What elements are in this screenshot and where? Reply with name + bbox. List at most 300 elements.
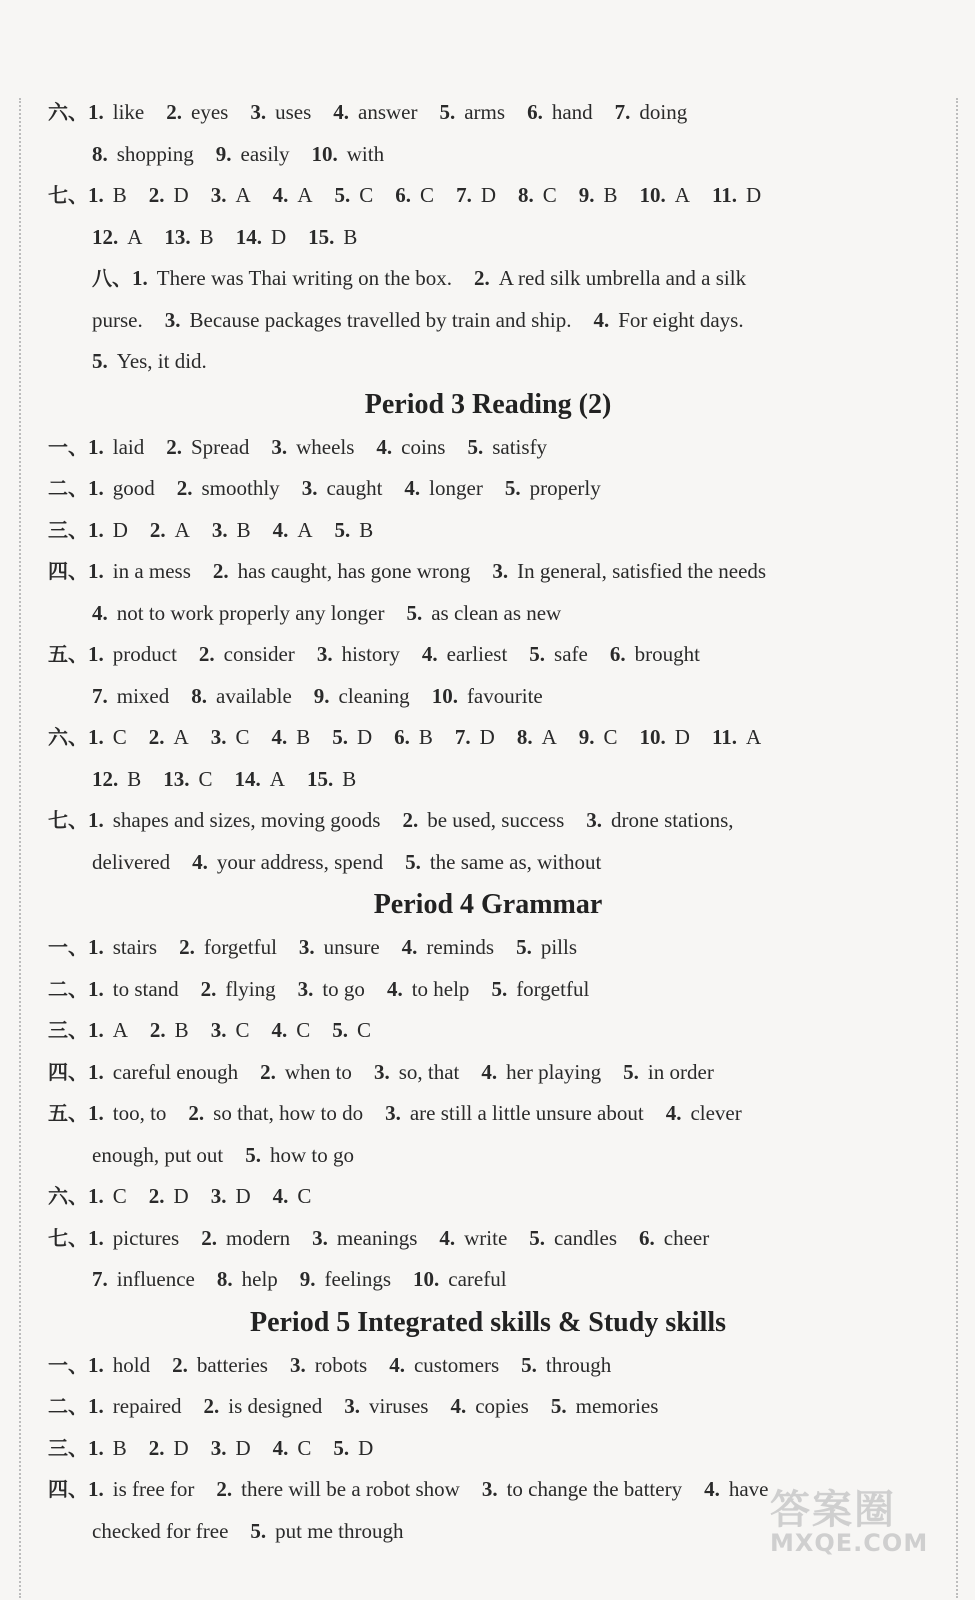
answer-item <box>92 308 143 332</box>
item-number: 3. <box>297 976 314 1001</box>
item-number: 2. <box>198 642 215 666</box>
answer-line <box>48 1218 928 1260</box>
answer-item <box>405 850 601 874</box>
answer-item <box>211 725 250 749</box>
answer-text: longer <box>429 476 483 500</box>
item-number: 1. <box>88 642 104 666</box>
answer-item <box>406 601 561 625</box>
answer-text: batteries <box>196 1352 268 1377</box>
answer-item <box>166 100 228 124</box>
answer-item <box>88 642 177 666</box>
answer-item <box>213 559 470 583</box>
answer-text: mixed <box>116 683 170 708</box>
answer-item <box>92 142 194 166</box>
section-heading: Period 5 Integrated skills & Study skills <box>249 1306 727 1338</box>
answer-item <box>92 225 142 249</box>
item-number: 7. <box>92 1267 108 1291</box>
answer-text: customers <box>413 1352 500 1377</box>
exercise-marker: 四、 <box>48 1059 88 1084</box>
answer-text: how to go <box>270 1142 354 1167</box>
watermark-logo-text: 答案圈 <box>770 1487 896 1533</box>
answer-text: pills <box>540 935 578 959</box>
section-heading: Period 4 Grammar <box>373 889 603 920</box>
watermark <box>770 1478 928 1557</box>
answer-text: B <box>342 766 357 791</box>
answer-text: C <box>198 766 213 791</box>
item-number: 2. <box>148 1435 165 1460</box>
answer-text: A <box>746 725 762 749</box>
item-number: 1. <box>88 1352 104 1377</box>
answer-item <box>92 850 170 874</box>
item-number: 1. <box>88 976 104 1001</box>
item-number: 4. <box>376 434 393 459</box>
answer-line <box>48 593 928 635</box>
answer-item <box>666 1101 742 1125</box>
item-number: 1. <box>88 559 104 583</box>
answer-item <box>402 808 564 832</box>
item-number: 11. <box>711 725 738 749</box>
exercise-marker: 七、 <box>48 1225 88 1250</box>
answer-text: favourite <box>466 683 543 708</box>
answer-text: reminds <box>426 935 495 959</box>
item-number: 7. <box>614 100 631 124</box>
answer-line <box>48 300 928 342</box>
answer-item <box>450 1394 528 1418</box>
answer-item <box>586 808 733 832</box>
answer-item <box>712 183 761 207</box>
answer-item <box>579 725 618 749</box>
answer-text: checked for free <box>92 1518 229 1543</box>
answer-text: forgetful <box>203 935 277 959</box>
answer-text: her playing <box>506 1059 602 1084</box>
answer-item <box>394 725 433 749</box>
answer-item <box>395 183 434 207</box>
answer-item <box>211 1184 251 1208</box>
answer-text: consider <box>223 642 295 666</box>
item-number: 5. <box>92 349 108 373</box>
item-number: 5. <box>550 1394 567 1418</box>
answer-item <box>518 183 557 207</box>
answer-item <box>271 435 354 459</box>
answer-item <box>308 225 357 249</box>
item-number: 1. <box>88 1435 104 1460</box>
answer-item <box>88 1018 128 1042</box>
answer-text: to stand <box>112 976 179 1001</box>
answer-item <box>165 308 572 332</box>
item-number: 4. <box>271 725 288 749</box>
exercise-marker: 八、 <box>92 266 132 290</box>
answer-item <box>92 1143 223 1167</box>
answer-item <box>149 1184 189 1208</box>
item-number: 1. <box>88 1101 104 1125</box>
answer-text: shopping <box>116 141 194 166</box>
item-number: 4. <box>704 1477 720 1501</box>
answer-item <box>88 977 179 1001</box>
item-number: 5. <box>491 976 508 1001</box>
answer-text: history <box>341 642 400 666</box>
item-number: 4. <box>481 1059 498 1084</box>
answer-text: memories <box>575 1394 659 1418</box>
answer-item <box>610 642 700 666</box>
answer-item <box>312 1226 417 1250</box>
item-number: 12. <box>92 224 119 249</box>
item-number: 10. <box>639 725 666 749</box>
answer-item <box>88 183 127 207</box>
answer-text: C <box>297 1184 312 1208</box>
answer-item <box>312 142 385 166</box>
answer-item <box>639 1226 709 1250</box>
item-number: 5. <box>467 434 484 459</box>
item-number: 4. <box>401 935 418 959</box>
answer-text: A <box>127 224 143 249</box>
item-number: 1. <box>88 434 104 459</box>
answer-item <box>217 1267 278 1291</box>
item-number: 3. <box>373 1059 390 1084</box>
item-number: 1. <box>88 808 104 832</box>
item-number: 6. <box>394 725 410 749</box>
item-number: 3. <box>210 1018 227 1042</box>
item-number: 3. <box>211 517 228 542</box>
answer-item <box>250 1519 403 1543</box>
item-number: 1. <box>88 517 104 542</box>
item-number: 2. <box>148 725 165 749</box>
answer-item <box>307 767 356 791</box>
answer-text: C <box>603 725 618 749</box>
answer-item <box>481 1060 601 1084</box>
item-number: 7. <box>92 683 108 708</box>
answer-item <box>413 1267 507 1291</box>
answer-text: hand <box>551 100 593 124</box>
answer-text: Because packages travelled by train and ship. <box>189 307 572 332</box>
item-number: 5. <box>516 935 532 959</box>
item-number: 9. <box>299 1267 316 1291</box>
item-number: 3. <box>492 559 509 583</box>
answer-text: A <box>269 766 285 791</box>
item-number: 8. <box>517 183 534 207</box>
right-dotted-rule <box>956 98 958 1598</box>
item-number: 3. <box>301 476 318 500</box>
answer-text: D <box>746 183 762 207</box>
answer-line <box>48 427 928 469</box>
answer-line <box>48 1345 928 1387</box>
item-number: 9. <box>313 683 330 708</box>
answer-text: drone stations, <box>611 808 734 832</box>
item-number: 1. <box>88 1225 104 1250</box>
answer-item <box>163 767 212 791</box>
answer-text: uses <box>275 100 312 124</box>
answer-item <box>201 1226 290 1250</box>
answer-item <box>88 725 127 749</box>
answer-item <box>88 1226 179 1250</box>
answer-text: pictures <box>112 1225 180 1250</box>
exercise-marker: 五、 <box>48 642 88 666</box>
answer-text: A <box>112 1018 128 1042</box>
item-number: 5. <box>332 725 348 749</box>
answer-text: not to work properly any longer <box>116 600 385 625</box>
answer-item <box>216 1477 459 1501</box>
item-number: 5. <box>529 642 546 666</box>
item-number: 4. <box>593 307 610 332</box>
item-number: 5. <box>521 1352 537 1377</box>
answer-text: B <box>112 1435 127 1460</box>
item-number: 1. <box>88 1477 104 1501</box>
item-number: 1. <box>88 1018 104 1042</box>
answer-text: A <box>297 517 313 542</box>
answer-line <box>48 634 928 676</box>
answer-text: clever <box>690 1101 742 1125</box>
item-number: 1. <box>132 266 148 290</box>
answer-text: D <box>479 725 495 749</box>
answer-text: shapes and sizes, moving goods <box>112 808 381 832</box>
answer-item <box>505 476 601 500</box>
answer-item <box>422 642 507 666</box>
answer-text: cleaning <box>338 683 410 708</box>
answer-item <box>149 183 189 207</box>
answer-line <box>48 1428 928 1470</box>
answer-text: C <box>112 1184 127 1208</box>
answer-item <box>335 183 374 207</box>
exercise-marker: 七、 <box>48 808 88 832</box>
answer-item <box>640 725 690 749</box>
answer-line <box>48 800 928 842</box>
answer-text: C <box>296 1018 311 1042</box>
item-number: 1. <box>88 935 104 959</box>
answer-text: careful enough <box>112 1059 239 1084</box>
answer-text: A <box>674 183 690 207</box>
exercise-marker: 七、 <box>48 183 88 207</box>
answer-text: hold <box>112 1352 151 1377</box>
answer-text: C <box>297 1435 312 1460</box>
answer-item <box>432 684 543 708</box>
item-number: 15. <box>306 766 334 791</box>
item-number: 9. <box>578 725 595 749</box>
answer-item <box>482 1477 682 1501</box>
answer-item <box>92 684 169 708</box>
answer-item <box>88 1184 127 1208</box>
answer-text: B <box>343 224 358 249</box>
item-number: 5. <box>504 476 521 500</box>
exercise-marker: 六、 <box>48 725 88 749</box>
item-number: 8. <box>92 141 108 166</box>
item-number: 2. <box>179 935 195 959</box>
answer-text: enough, put out <box>92 1142 224 1167</box>
answer-text: For eight days. <box>618 307 744 332</box>
answer-line <box>48 217 928 259</box>
watermark-url: MXQE.COM <box>770 1529 929 1557</box>
answer-text: C <box>112 725 127 749</box>
answer-line <box>48 759 928 801</box>
item-number: 6. <box>609 642 626 666</box>
answer-item <box>623 1060 714 1084</box>
answer-text: there will be a robot show <box>241 1477 460 1501</box>
answer-text: D <box>356 725 373 749</box>
answer-item <box>88 476 155 500</box>
answer-text: easily <box>240 141 290 166</box>
answer-line <box>48 927 928 969</box>
item-number: 12. <box>92 766 119 791</box>
answer-text: to change the battery <box>506 1477 683 1501</box>
answer-item <box>132 266 452 290</box>
item-number: 8. <box>191 683 207 708</box>
answer-text: so that, how to do <box>213 1101 364 1125</box>
answer-item <box>529 642 588 666</box>
item-number: 7. <box>454 725 471 749</box>
answer-item <box>191 684 292 708</box>
exercise-marker: 二、 <box>48 476 88 500</box>
answer-text: robots <box>314 1352 368 1377</box>
answer-item <box>579 183 618 207</box>
answer-item <box>273 518 313 542</box>
answer-item <box>712 725 761 749</box>
answer-text: B <box>127 766 142 791</box>
exercise-marker: 六、 <box>48 1184 88 1208</box>
answer-text: D <box>235 1184 251 1208</box>
answer-item <box>92 601 384 625</box>
item-number: 5. <box>334 183 351 207</box>
exercise-marker: 五、 <box>48 1101 88 1125</box>
answer-text: good <box>112 476 155 500</box>
item-number: 4. <box>389 1352 405 1377</box>
item-number: 4. <box>404 476 421 500</box>
item-number: 4. <box>333 100 349 124</box>
item-number: 9. <box>578 183 595 207</box>
answer-item <box>387 977 470 1001</box>
item-number: 2. <box>148 1184 165 1208</box>
answer-item <box>88 808 380 832</box>
answer-text: arms <box>464 100 506 124</box>
answer-text: satisfy <box>492 434 548 459</box>
answer-item <box>529 1226 617 1250</box>
answer-text: have <box>728 1477 769 1501</box>
item-number: 10. <box>311 141 338 166</box>
item-number: 5. <box>333 1435 350 1460</box>
item-number: 5. <box>250 1518 267 1543</box>
answer-line <box>48 1052 928 1094</box>
answer-item <box>88 935 157 959</box>
item-number: 2. <box>474 266 490 290</box>
answer-item <box>333 100 417 124</box>
answer-item <box>332 725 372 749</box>
exercise-marker: 二、 <box>48 1394 88 1418</box>
answer-text: answer <box>358 100 418 124</box>
answer-text: wheels <box>296 434 355 459</box>
answer-item <box>92 1519 228 1543</box>
item-number: 4. <box>272 517 289 542</box>
answer-text: when to <box>284 1059 352 1084</box>
answer-item <box>439 100 505 124</box>
item-number: 3. <box>210 1184 227 1208</box>
item-number: 1. <box>88 725 104 749</box>
answer-text: safe <box>554 642 588 666</box>
answer-text: forgetful <box>516 976 590 1001</box>
answer-item <box>260 1060 352 1084</box>
answer-item <box>402 935 494 959</box>
item-number: 3. <box>164 307 181 332</box>
answer-text: B <box>236 517 251 542</box>
answer-item <box>88 1353 150 1377</box>
answer-text: coins <box>401 434 446 459</box>
answer-item <box>192 850 383 874</box>
answer-text: B <box>603 183 618 207</box>
answer-item <box>474 266 746 290</box>
exercise-marker: 一、 <box>48 434 88 459</box>
answer-text: B <box>199 224 214 249</box>
answer-text: available <box>216 683 292 708</box>
answer-item <box>333 1436 373 1460</box>
answer-text: stairs <box>112 935 158 959</box>
answer-text: delivered <box>92 849 171 874</box>
answer-item <box>521 1353 611 1377</box>
answer-text: are still a little unsure about <box>409 1101 644 1125</box>
answer-text: C <box>356 1018 371 1042</box>
answer-text: in order <box>647 1059 714 1084</box>
answer-item <box>216 142 290 166</box>
item-number: 1. <box>88 1394 104 1418</box>
item-number: 13. <box>163 766 190 791</box>
exercise-marker: 三、 <box>48 517 88 542</box>
item-number: 3. <box>271 434 288 459</box>
answer-item <box>92 349 207 373</box>
answer-text: C <box>359 183 374 207</box>
answer-text: doing <box>639 100 688 124</box>
item-number: 4. <box>439 1225 456 1250</box>
answer-text: feelings <box>324 1267 392 1291</box>
answer-text: careful <box>448 1267 507 1291</box>
answer-text: purse. <box>92 307 143 332</box>
answer-item <box>211 1018 250 1042</box>
answer-text: There was Thai writing on the box. <box>156 266 453 290</box>
answer-item <box>177 476 280 500</box>
item-number: 5. <box>439 100 456 124</box>
answer-item <box>491 977 589 1001</box>
answer-item <box>455 725 495 749</box>
answer-line <box>48 258 928 300</box>
exercise-marker: 四、 <box>48 559 88 583</box>
answer-item <box>273 1184 312 1208</box>
item-number: 4. <box>665 1101 682 1125</box>
answer-item <box>250 100 311 124</box>
answer-item <box>517 725 557 749</box>
item-number: 2. <box>216 1477 233 1501</box>
answer-text: repaired <box>112 1394 182 1418</box>
answer-item <box>456 183 496 207</box>
answer-item <box>236 225 286 249</box>
answer-item <box>385 1101 644 1125</box>
item-number: 3. <box>481 1477 498 1501</box>
answer-line <box>48 1093 928 1135</box>
item-number: 2. <box>166 100 182 124</box>
item-number: 10. <box>639 183 666 207</box>
item-number: 2. <box>201 1225 217 1250</box>
answer-item <box>593 308 743 332</box>
answer-item <box>516 935 577 959</box>
item-number: 2. <box>149 1018 166 1042</box>
answer-item <box>88 435 144 459</box>
answer-text: flying <box>225 976 276 1001</box>
answer-item <box>551 1394 659 1418</box>
answer-text: the same as, without <box>429 849 602 874</box>
answer-item <box>298 977 365 1001</box>
answer-item <box>149 1436 189 1460</box>
answer-line <box>48 551 928 593</box>
answer-item <box>344 1394 428 1418</box>
answer-text: B <box>296 725 311 749</box>
item-number: 1. <box>88 476 104 500</box>
item-number: 5. <box>334 517 351 542</box>
item-number: 9. <box>215 141 232 166</box>
answer-item <box>88 1101 166 1125</box>
answer-line <box>48 676 928 718</box>
